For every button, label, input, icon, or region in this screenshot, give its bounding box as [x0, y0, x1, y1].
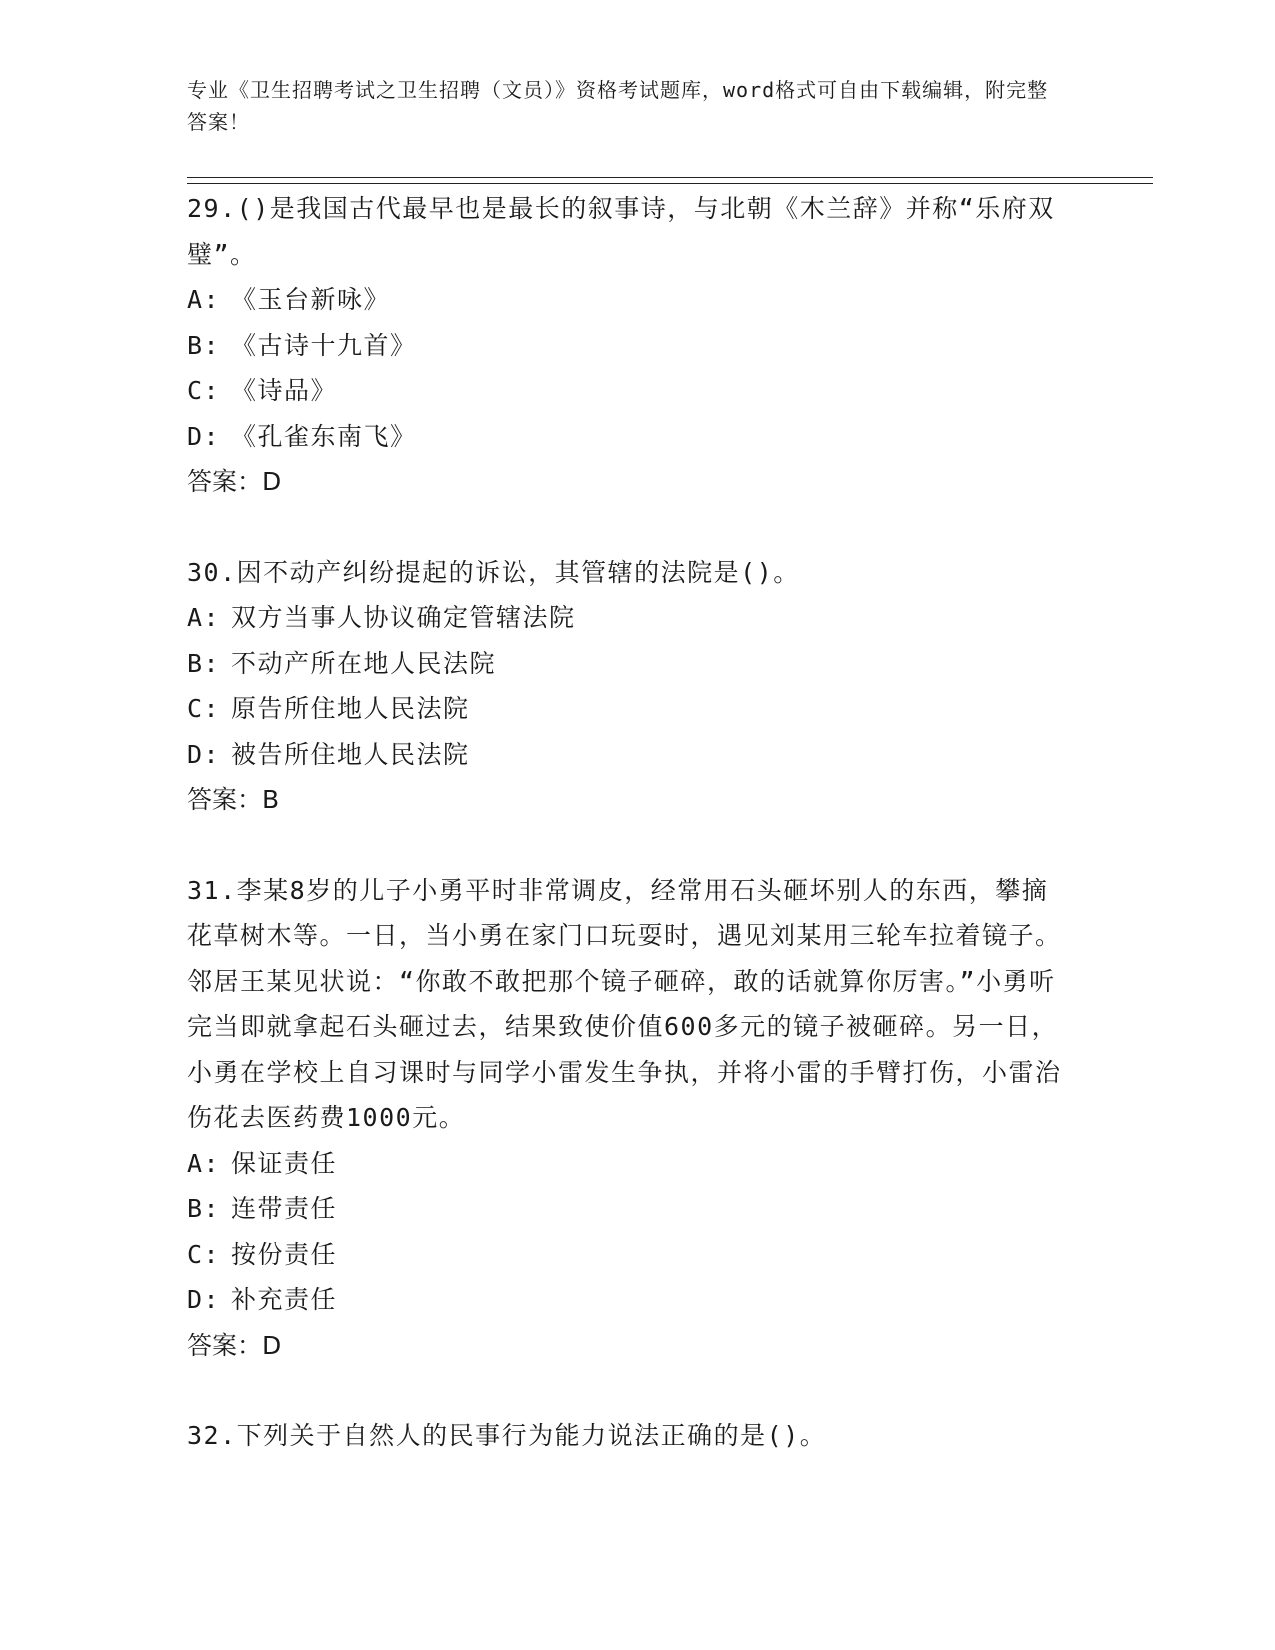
question-spacer: [187, 823, 1067, 868]
answer-line: 答案：D: [187, 1330, 282, 1360]
option-letter: D:: [187, 739, 221, 769]
question-stem: 31.李某8岁的儿子小勇平时非常调皮，经常用石头砸坏别人的东西，攀摘花草树木等。一日，当小勇在家门口玩耍时，遇见刘某用三轮车拉着镜子。邻居王某见状说：“你敢不敢把那个镜子砸碎，敢的话就算你厉害。”小勇听完当即就拿起石头砸过去，结果致使价值600多元的镜子被砸碎。另一日，小勇在学校上自习课时与同学小雷发生争执，并将小雷的手臂打伤，小雷治伤花去医药费1000元。: [187, 875, 1062, 1132]
option-c: [187, 1232, 1067, 1278]
question-spacer: [187, 505, 1067, 550]
option-a: [187, 1141, 1067, 1187]
option-text: 保证责任: [231, 1148, 338, 1178]
option-d: [187, 414, 1067, 460]
option-letter: A:: [187, 603, 221, 632]
option-text: 按份责任: [231, 1239, 338, 1269]
option-d: [187, 732, 1067, 778]
option-letter: C:: [187, 694, 221, 723]
option-text: 连带责任: [231, 1194, 338, 1223]
option-letter: C:: [187, 376, 221, 405]
option-letter: B:: [187, 330, 221, 360]
option-text: 《古诗十九首》: [231, 330, 417, 360]
option-text: 《诗品》: [231, 376, 338, 405]
option-text: 双方当事人协议确定管辖法院: [231, 603, 576, 632]
option-text: 被告所住地人民法院: [231, 739, 470, 769]
option-a: [187, 595, 1067, 641]
option-a: [187, 277, 1067, 323]
question-30: [187, 550, 1067, 823]
option-text: 《玉台新咏》: [231, 285, 391, 314]
option-letter: A:: [187, 285, 221, 314]
document-header: 专业《卫生招聘考试之卫生招聘（文员）》资格考试题库，word格式可自由下载编辑，附完整答案！: [187, 78, 1049, 134]
answer-line: 答案：D: [187, 467, 282, 496]
question-stem: 32.下列关于自然人的民事行为能力说法正确的是()。: [187, 1421, 827, 1450]
question-31: [187, 868, 1067, 1369]
question-29: [187, 186, 1067, 505]
option-c: [187, 368, 1067, 414]
option-b: [187, 323, 1067, 369]
header-rule-top: [187, 177, 1153, 178]
question-32: [187, 1413, 1067, 1459]
option-b: [187, 1186, 1067, 1232]
option-text: 《孔雀东南飞》: [231, 421, 417, 451]
option-d: [187, 1277, 1067, 1323]
option-text: 补充责任: [231, 1285, 338, 1314]
option-letter: D:: [187, 421, 221, 451]
option-b: [187, 641, 1067, 687]
question-list: [187, 186, 1067, 1459]
answer-line: 答案：B: [187, 785, 280, 814]
option-letter: B:: [187, 648, 221, 678]
option-c: [187, 686, 1067, 732]
option-text: 原告所住地人民法院: [231, 694, 470, 723]
option-text: 不动产所在地人民法院: [231, 648, 497, 678]
option-letter: C:: [187, 1239, 221, 1269]
header-rule-bottom: [187, 183, 1153, 184]
option-letter: D:: [187, 1285, 221, 1314]
question-stem: 30.因不动产纠纷提起的诉讼，其管辖的法院是()。: [187, 557, 800, 587]
question-stem: 29.()是我国古代最早也是最长的叙事诗，与北朝《木兰辞》并称“乐府双璧”。: [187, 194, 1055, 269]
option-letter: B:: [187, 1194, 221, 1223]
question-spacer: [187, 1368, 1067, 1413]
option-letter: A:: [187, 1148, 221, 1178]
